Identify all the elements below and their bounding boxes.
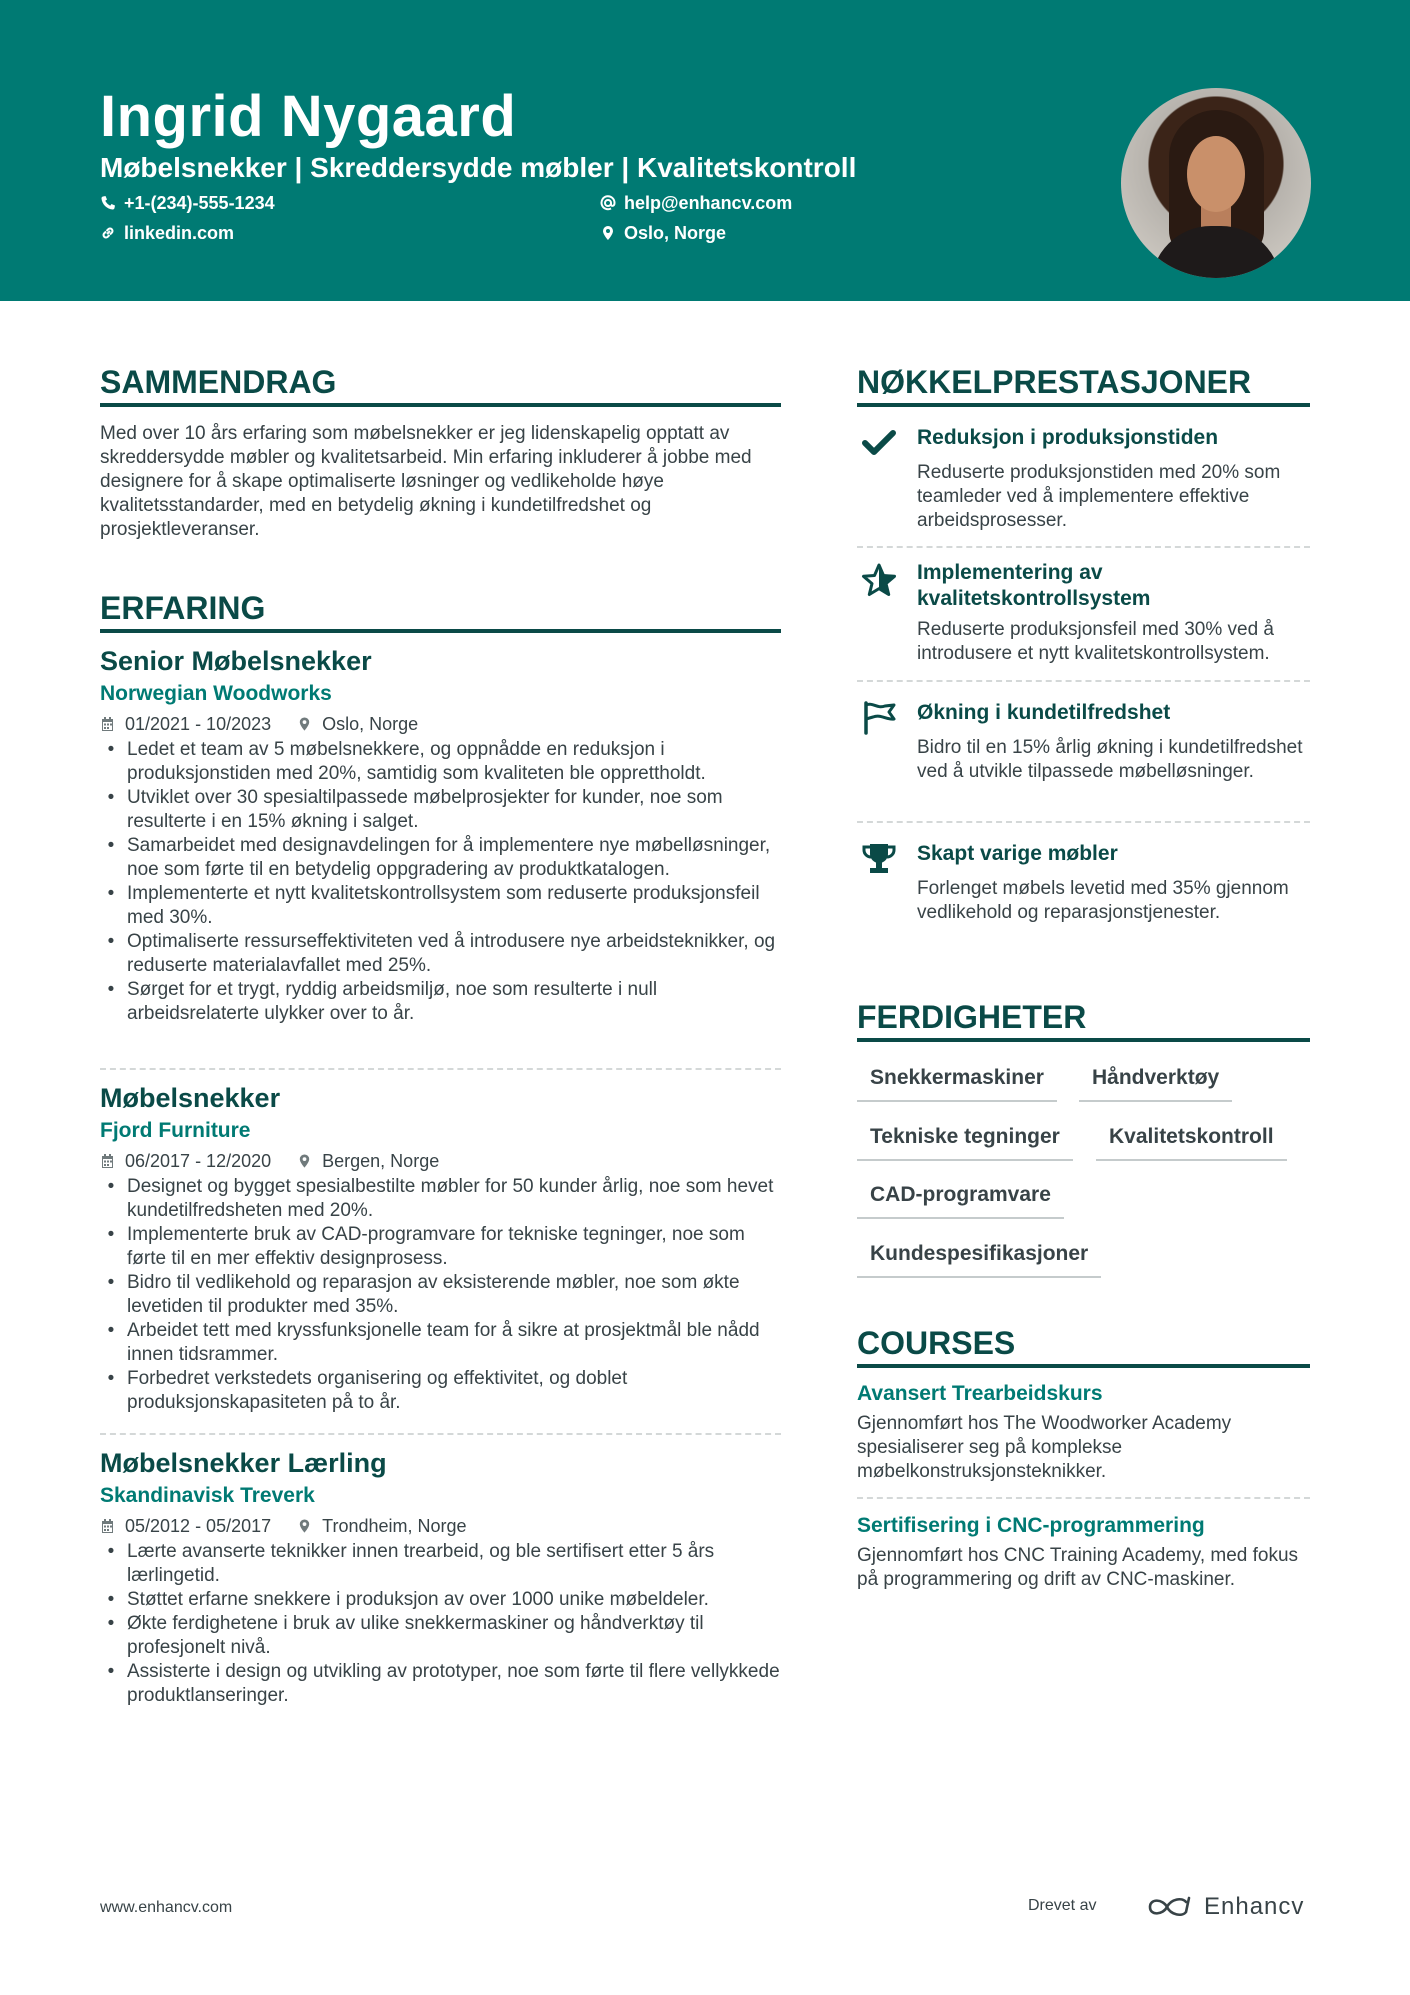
bullet-item: • Ledet et team av 5 møbelsnekkere, og oppnådde en reduksjon i produksjonstiden med 20%, samtidig som kvaliteten ble opprettholdt. xyxy=(127,738,781,786)
job-dates: 05/2012 - 05/2017 xyxy=(125,1516,272,1536)
bullet-item: • Utviklet over 30 spesialtilpassede møbelprosjekter for kunder, noe som resulterte i en 15% økning i salget. xyxy=(127,786,781,834)
bullet-item: • Optimaliserte ressurseffektiviteten ved å introdusere nye arbeidsteknikker, og reduserte materialavfallet med 25%. xyxy=(127,930,781,978)
brand-logo xyxy=(1146,1893,1304,1921)
job-dates: 06/2017 - 12/2020 xyxy=(125,1151,272,1171)
divider xyxy=(100,1068,781,1070)
skills-heading: FERDIGHETER xyxy=(857,998,1310,1042)
bullet-item: • Støttet erfarne snekkere i produksjon av over 1000 unike møbeldeler. xyxy=(127,1588,781,1612)
achievement-title: Reduksjon i produksjonstiden xyxy=(917,426,1219,449)
footer-url[interactable]: www.enhancv.com xyxy=(100,1899,233,1916)
profile-photo xyxy=(1121,88,1311,278)
course-title: Sertifisering i CNC-programmering xyxy=(857,1514,1205,1537)
contact-linkedin[interactable] xyxy=(100,221,234,245)
job-location: Oslo, Norge xyxy=(322,714,419,734)
bullet-item: • Implementerte bruk av CAD-programvare for tekniske tegninger, noe som førte til en mer effektiv designprosess. xyxy=(127,1223,781,1271)
divider xyxy=(857,821,1310,823)
achievement-title: Skapt varige møbler xyxy=(917,842,1118,865)
email-text: help@enhancv.com xyxy=(624,193,793,213)
link-icon xyxy=(100,225,116,241)
achievement-text: Reduserte produksjonstiden med 20% som teamleder ved å implementere effektive arbeidsprosesser. xyxy=(917,462,1281,531)
summary-text: Med over 10 års erfaring som møbelsnekker er jeg lidenskapelig opptatt av skreddersydde møbler og kvalitetsarbeid. Min erfaring inkluderer å jobbe med designere for å skape optimaliserte løsninger og vedlikeholde høye kvalitetsstandarder, med en betydelig økning i kundetilfredshet og prosjektleveranser. xyxy=(100,423,752,540)
job-company: Skandinavisk Treverk xyxy=(100,1484,315,1507)
divider xyxy=(857,680,1310,682)
job-bullets xyxy=(100,1540,781,1708)
job-company: Norwegian Woodworks xyxy=(100,682,332,705)
bullet-item: • Bidro til vedlikehold og reparasjon av eksisterende møbler, noe som økte levetiden til produkter med 35%. xyxy=(127,1271,781,1319)
achievements-heading: NØKKELPRESTASJONER xyxy=(857,363,1310,407)
skill-tag: Kvalitetskontroll xyxy=(1096,1123,1287,1161)
achievement-title: Implementering av kvalitetskontrollsystem xyxy=(917,561,1151,610)
checkmark-icon xyxy=(861,425,897,461)
job-meta xyxy=(100,1514,781,1538)
star-icon xyxy=(861,562,897,598)
calendar-icon xyxy=(100,1518,115,1534)
experience-heading: ERFARING xyxy=(100,589,781,633)
contact-email[interactable] xyxy=(600,191,792,215)
achievement-item xyxy=(857,560,1310,670)
course-title: Avansert Trearbeidskurs xyxy=(857,1382,1103,1405)
job-location: Trondheim, Norge xyxy=(322,1516,467,1536)
divider xyxy=(857,546,1310,548)
location-pin-icon xyxy=(297,1153,312,1169)
candidate-name: Ingrid Nygaard xyxy=(100,84,517,149)
skill-tag: Snekkermaskiner xyxy=(857,1064,1057,1102)
job-meta xyxy=(100,1149,781,1173)
calendar-icon xyxy=(100,1153,115,1169)
bullet-item: • Samarbeidet med designavdelingen for å implementere nye møbelløsninger, noe som førte til en betydelig oppgradering av produktkatalogen. xyxy=(127,834,781,882)
job-bullets xyxy=(100,1175,781,1415)
job-title: Møbelsnekker Lærling xyxy=(100,1448,387,1478)
job-entry xyxy=(100,1082,781,1415)
job-title: Senior Møbelsnekker xyxy=(100,646,372,676)
achievement-item xyxy=(857,839,1310,949)
divider xyxy=(857,1497,1310,1499)
achievement-text: Reduserte produksjonsfeil med 30% ved å introdusere et nytt kvalitetskontrollsystem. xyxy=(917,619,1274,664)
enhancv-logo-icon xyxy=(1146,1894,1192,1920)
calendar-icon xyxy=(100,716,115,732)
job-location: Bergen, Norge xyxy=(322,1151,440,1171)
at-icon xyxy=(600,195,616,211)
contact-location xyxy=(600,221,726,245)
skill-tag: Kundespesifikasjoner xyxy=(857,1240,1101,1278)
location-pin-icon xyxy=(297,716,312,732)
location-text: Oslo, Norge xyxy=(624,223,727,243)
achievement-item xyxy=(857,698,1310,808)
course-text: Gjennomført hos CNC Training Academy, med fokus på programmering og drift av CNC-maskiner. xyxy=(857,1545,1299,1590)
achievement-text: Bidro til en 15% årlig økning i kundetilfredshet ved å utvikle tilpassede møbelløsninger. xyxy=(917,737,1303,782)
achievement-item xyxy=(857,423,1310,543)
brand-name: Enhancv xyxy=(1204,1893,1305,1920)
job-company: Fjord Furniture xyxy=(100,1119,251,1142)
bullet-item: • Sørget for et trygt, ryddig arbeidsmiljø, noe som resulterte i null arbeidsrelaterte ulykker over to år. xyxy=(127,978,781,1026)
bullet-item: • Økte ferdighetene i bruk av ulike snekkermaskiner og håndverktøy til profesjonelt nivå. xyxy=(127,1612,781,1660)
achievement-text: Forlenget møbels levetid med 35% gjennom vedlikehold og reparasjonstjenester. xyxy=(917,878,1289,923)
bullet-item: • Forbedret verkstedets organisering og effektivitet, og doblet produksjonskapasiteten på to år. xyxy=(127,1367,781,1415)
trophy-icon xyxy=(861,841,897,877)
skill-tag: CAD-programvare xyxy=(857,1181,1064,1219)
location-pin-icon xyxy=(600,225,616,241)
location-pin-icon xyxy=(297,1518,312,1534)
job-title: Møbelsnekker xyxy=(100,1083,281,1113)
bullet-item: • Arbeidet tett med kryssfunksjonelle team for å sikre at prosjektmål ble nådd innen tidsrammer. xyxy=(127,1319,781,1367)
candidate-subtitle: Møbelsnekker | Skreddersydde møbler | Kvalitetskontroll xyxy=(100,152,857,183)
job-bullets xyxy=(100,738,781,1026)
achievement-title: Økning i kundetilfredshet xyxy=(917,701,1171,724)
job-entry xyxy=(100,645,781,1026)
summary-heading: SAMMENDRAG xyxy=(100,363,781,407)
bullet-item: • Assisterte i design og utvikling av prototyper, noe som førte til flere vellykkede produktlanseringer. xyxy=(127,1660,781,1708)
courses-heading: COURSES xyxy=(857,1324,1310,1368)
bullet-item: • Designet og bygget spesialbestilte møbler for 50 kunder årlig, noe som hevet kundetilfredsheten med 20%. xyxy=(127,1175,781,1223)
job-entry xyxy=(100,1447,781,1708)
skill-tag: Håndverktøy xyxy=(1079,1064,1232,1102)
header xyxy=(0,0,1410,301)
course-text: Gjennomført hos The Woodworker Academy spesialiserer seg på komplekse møbelkonstruksjonsteknikker. xyxy=(857,1413,1232,1482)
bullet-item: • Lærte avanserte teknikker innen trearbeid, og ble sertifisert etter 5 års lærlingetid. xyxy=(127,1540,781,1588)
phone-text: +1-(234)-555-1234 xyxy=(124,193,275,213)
phone-icon xyxy=(100,195,116,211)
flag-icon xyxy=(861,700,897,736)
contact-phone[interactable] xyxy=(100,191,275,215)
linkedin-text: linkedin.com xyxy=(124,223,235,243)
bullet-item: • Implementerte et nytt kvalitetskontrollsystem som reduserte produksjonsfeil med 30%. xyxy=(127,882,781,930)
footer-powered-by: Drevet av xyxy=(1028,1897,1097,1914)
job-meta xyxy=(100,712,781,736)
divider xyxy=(100,1433,781,1435)
skill-tag: Tekniske tegninger xyxy=(857,1123,1073,1161)
job-dates: 01/2021 - 10/2023 xyxy=(125,714,272,734)
